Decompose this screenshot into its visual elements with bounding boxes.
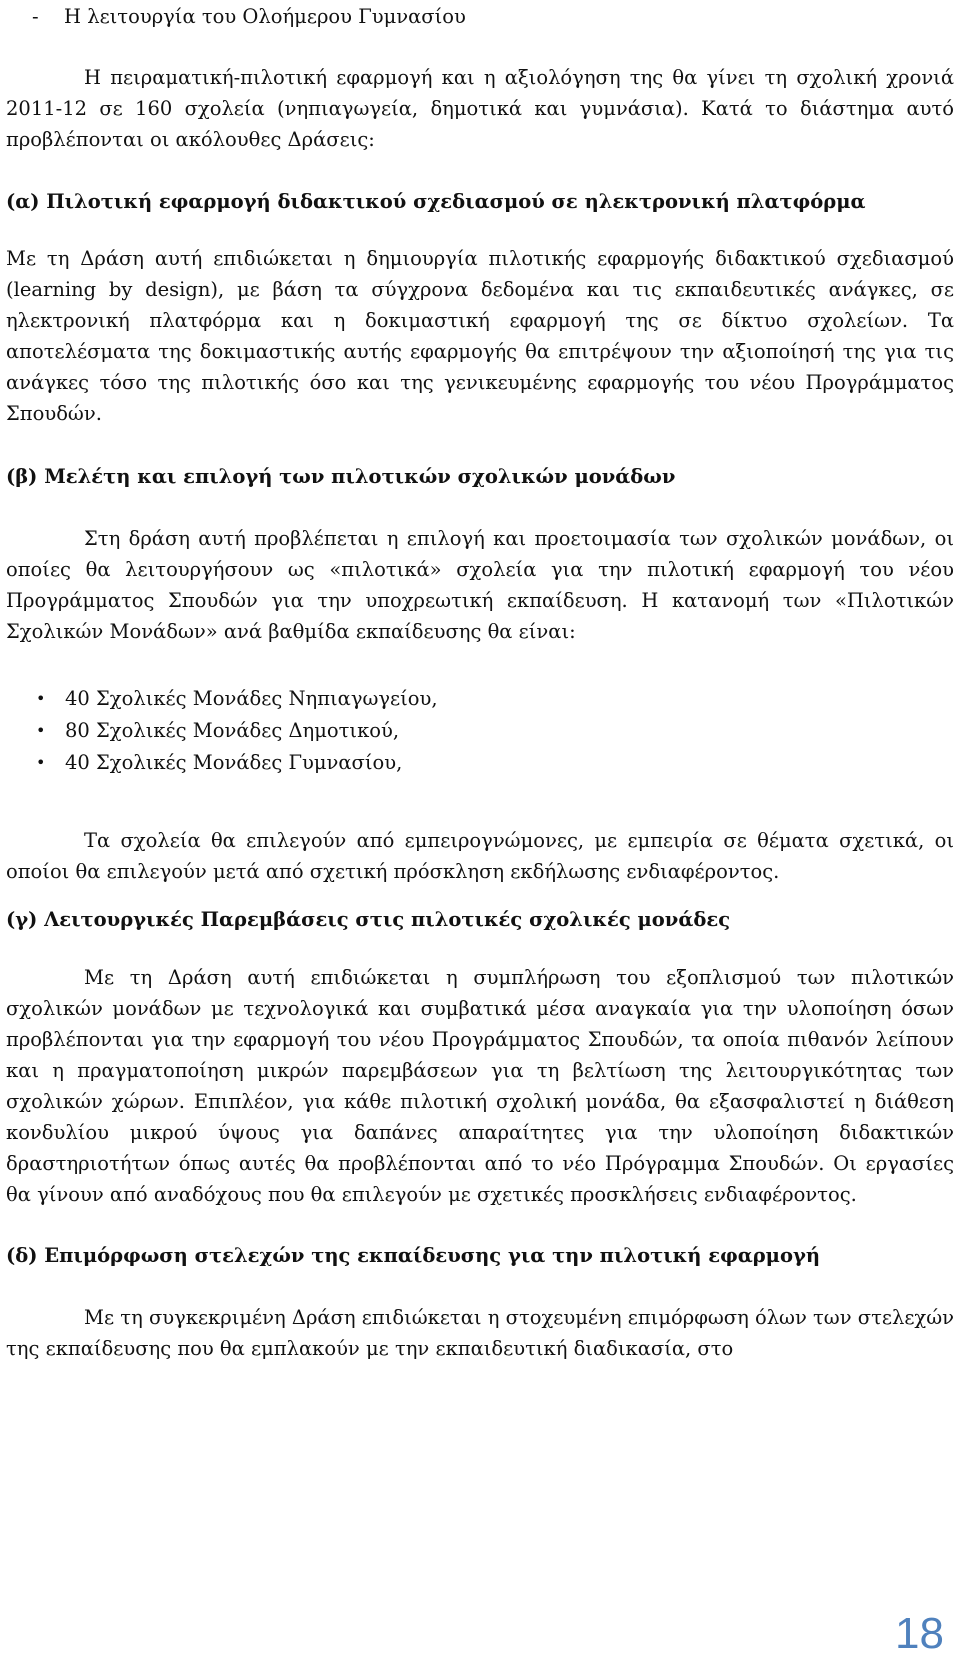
section-a-heading: (α) Πιλοτική εφαρμογή διδακτικού σχεδιασμού σε ηλεκτρονική πλατφόρμα [6, 190, 866, 213]
dash-marker: - [32, 5, 39, 28]
list-item [6, 683, 954, 715]
intro-list-item-text: Η λειτουργία του Ολοήμερου Γυμνασίου [64, 5, 466, 28]
section-b-heading: (β) Μελέτη και επιλογή των πιλοτικών σχολικών μονάδων [6, 465, 676, 488]
intro-list-item [6, 0, 954, 32]
school-units-list [6, 683, 954, 779]
section-b-closing-paragraph: Τα σχολεία θα επιλεγούν από εμπειρογνώμονες, με εμπειρία σε θέματα σχετικά, οι οποίοι θα επιλεγούν μετά από σχετική πρόσκληση εκδήλωσης ενδιαφέροντος. [6, 829, 954, 883]
list-item-text: 40 Σχολικές Μονάδες Νηπιαγωγείου, [65, 687, 438, 710]
list-item [6, 747, 954, 779]
document-page [6, 0, 954, 1364]
bullet-icon: • [36, 689, 46, 708]
list-item-text: 80 Σχολικές Μονάδες Δημοτικού, [65, 719, 400, 742]
section-d-paragraph: Με τη συγκεκριμένη Δράση επιδιώκεται η στοχευμένη επιμόρφωση όλων των στελεχών της εκπαίδευσης που θα εμπλακούν με την εκπαιδευτική διαδικασία, στο [6, 1306, 954, 1360]
section-d-heading: (δ) Επιμόρφωση στελεχών της εκπαίδευσης για την πιλοτική εφαρμογή [6, 1244, 821, 1267]
list-item-text: 40 Σχολικές Μονάδες Γυμνασίου, [65, 751, 403, 774]
list-item [6, 715, 954, 747]
page-number: 18 [895, 1609, 944, 1658]
section-a-paragraph: Με τη Δράση αυτή επιδιώκεται η δημιουργία πιλοτικής εφαρμογής διδακτικού σχεδιασμού (learning by design), με βάση τα σύγχρονα δεδομένα και τις εκπαιδευτικές ανάγκες, σε ηλεκτρονική πλατφόρμα και η δοκιμαστική εφαρμογή της σε δίκτυο σχολείων. Τα αποτελέσματα της δοκιμαστικής αυτής εφαρμογής θα επιτρέψουν την αξιοποίησή της για τις ανάγκες τόσο της πιλοτικής όσο και της γενικευμένης εφαρμογής του νέου Προγράμματος Σπουδών. [6, 247, 954, 425]
bullet-icon: • [36, 753, 46, 772]
intro-paragraph: Η πειραματική-πιλοτική εφαρμογή και η αξιολόγηση της θα γίνει τη σχολική χρονιά 2011-12 σε 160 σχολεία (νηπιαγωγεία, δημοτικά και γυμνάσια). Κατά το διάστημα αυτό προβλέπονται οι ακόλουθες Δράσεις: [6, 66, 954, 151]
bullet-icon: • [36, 721, 46, 740]
section-b-paragraph: Στη δράση αυτή προβλέπεται η επιλογή και προετοιμασία των σχολικών μονάδων, οι οποίες θα λειτουργήσουν ως «πιλοτικά» σχολεία για την πιλοτική εφαρμογή του νέου Προγράμματος Σπουδών για την υποχρεωτική εκπαίδευση. Η κατανομή των «Πιλοτικών Σχολικών Μονάδων» ανά βαθμίδα εκπαίδευσης θα είναι: [6, 527, 954, 643]
section-c-heading: (γ) Λειτουργικές Παρεμβάσεις στις πιλοτικές σχολικές μονάδες [6, 908, 731, 931]
section-c-paragraph: Με τη Δράση αυτή επιδιώκεται η συμπλήρωση του εξοπλισμού των πιλοτικών σχολικών μονάδων με τεχνολογικά και συμβατικά μέσα αναγκαία για την υλοποίηση όσων προβλέπονται για την εφαρμογή του νέου Προγράμματος Σπουδών, τα οποία πιθανόν λείπουν και η πραγματοποίηση μικρών παρεμβάσεων για τη βελτίωση της λειτουργικότητας των σχολικών χώρων. Επιπλέον, για κάθε πιλοτική σχολική μονάδα, θα εξασφαλιστεί η διάθεση κονδυλίου μικρού ύψους για δαπάνες απαραίτητες για την υλοποίηση διδακτικών δραστηριοτήτων όπως αυτές θα προβλέπονται από το νέο Πρόγραμμα Σπουδών. Οι εργασίες θα γίνουν από αναδόχους που θα επιλεγούν με σχετικές προσκλήσεις ενδιαφέροντος. [6, 966, 954, 1206]
